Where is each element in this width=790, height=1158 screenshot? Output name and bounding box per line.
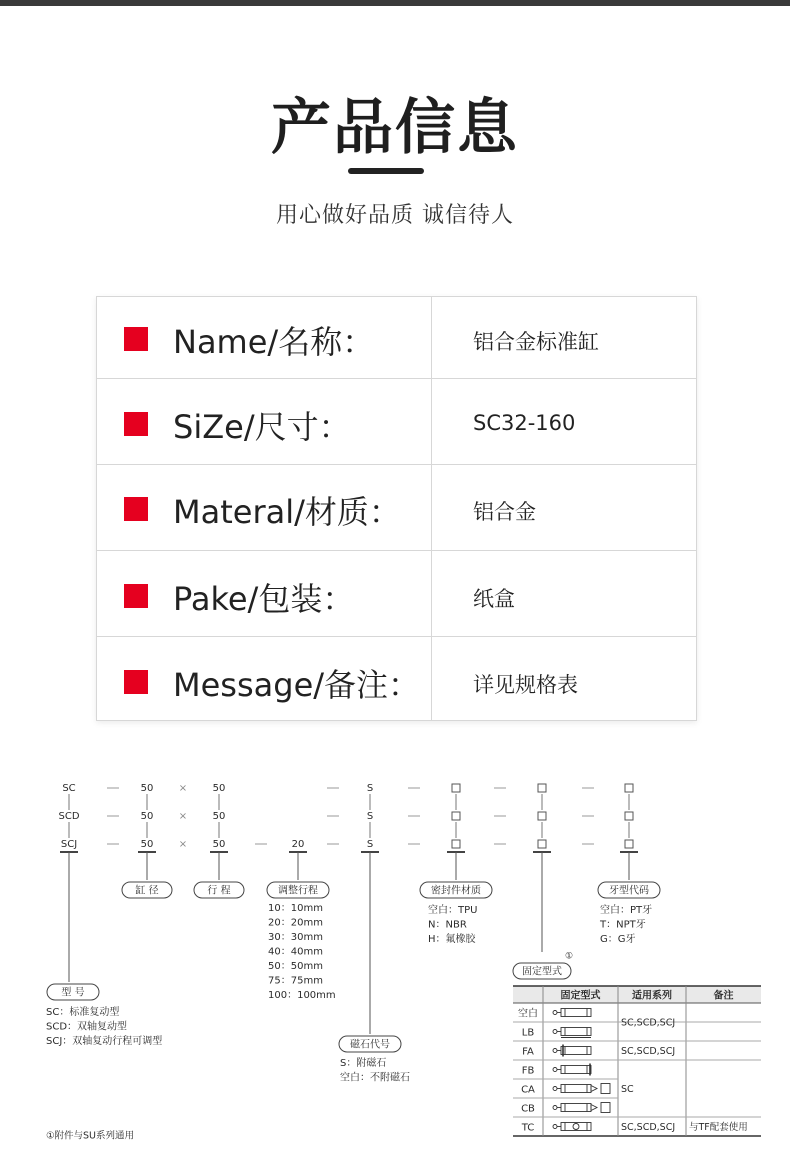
thread-item: G：G牙 (600, 934, 636, 945)
type-item: SCJ：双轴复动行程可调型 (46, 1036, 163, 1047)
code-box (452, 840, 460, 848)
mount-table-header: 备注 (713, 990, 734, 1002)
mount-code: FA (522, 1046, 534, 1058)
slogan: 用心做好品质 诚信待人 (276, 203, 514, 228)
info-value: SC32-160 (473, 411, 576, 435)
code-box (538, 840, 546, 848)
code-text: SC (62, 783, 76, 794)
code-text: × (178, 811, 188, 822)
adjust-item: 40：40mm (268, 946, 323, 958)
mount-icon- (553, 1009, 591, 1017)
top-bar (0, 0, 790, 6)
info-row-material (97, 465, 696, 551)
code-text: SCJ (60, 839, 78, 850)
code-text: 20 (291, 839, 305, 850)
seal-item: 空白：TPU (428, 905, 478, 916)
mount-code: CA (521, 1084, 535, 1096)
adjust-item: 100：100mm (268, 990, 336, 1001)
info-row-name (97, 297, 696, 379)
red-square-icon (124, 670, 148, 694)
mount-icon-LB-rod-end (553, 1030, 557, 1034)
seal-item: H：氟橡胶 (428, 934, 476, 945)
mount-series: SC,SCD,SCJ (621, 1122, 676, 1133)
label-magnet: 磁石代号 (350, 1039, 390, 1051)
mount-table-header: 适用系列 (632, 990, 672, 1002)
thread-item: T：NPT牙 (600, 919, 646, 931)
label-seal: 密封件材质 (431, 885, 481, 897)
code-text: 50 (212, 811, 226, 822)
mount-icon-TC-trunnion (573, 1124, 579, 1130)
mount-icon-CB-rod-end (553, 1106, 557, 1110)
type-item: SCD：双轴复动型 (46, 1021, 128, 1033)
mount-icon-FB (553, 1064, 591, 1076)
mount-code: LB (521, 1027, 535, 1039)
mount-code: FB (521, 1065, 535, 1077)
code-box (625, 784, 633, 792)
mount-code: TC (521, 1122, 535, 1134)
mount-icon-TC (553, 1123, 591, 1131)
mount-icon-CA-clevis (591, 1086, 597, 1092)
page-title: 产品信息 (271, 93, 519, 163)
label-bore: 缸 径 (135, 885, 159, 897)
mount-series: SC,SCD,SCJ (621, 1017, 676, 1029)
title-underline (348, 168, 424, 174)
mount-code: CB (521, 1103, 535, 1115)
code-box (452, 784, 460, 792)
label-stroke: 行 程 (207, 885, 231, 897)
mount-icon-CA (553, 1084, 610, 1094)
circle-mark: ① (564, 951, 574, 962)
code-text: × (178, 839, 188, 850)
mount-icon-CB-body (561, 1104, 591, 1112)
mount-icon-CA-rod-end (553, 1087, 557, 1091)
info-value: 纸盒 (473, 587, 515, 611)
info-label: Pake/包装： (173, 580, 355, 618)
adjust-item: 20：20mm (268, 917, 323, 929)
info-value: 铝合金 (473, 500, 536, 524)
mount-icon-CA-body (561, 1085, 591, 1093)
model-code-diagram (0, 760, 790, 1158)
mount-icon-FA-body (561, 1047, 591, 1055)
info-value: 详见规格表 (473, 673, 578, 697)
mount-table-header: 固定型式 (560, 990, 601, 1002)
mount-code: 空白 (518, 1008, 538, 1020)
code-box (538, 812, 546, 820)
code-box (625, 812, 633, 820)
model-code-svg (0, 760, 790, 1158)
code-text: S (366, 839, 374, 850)
red-square-icon (124, 327, 148, 351)
adjust-item: 75：75mm (268, 975, 323, 987)
seal-item: N：NBR (428, 919, 467, 931)
label-type: 型 号 (61, 987, 85, 999)
adjust-item: 10：10mm (268, 903, 323, 914)
mount-series: SC (621, 1084, 634, 1095)
mount-icon-CB (553, 1103, 610, 1113)
info-value: 铝合金标准缸 (473, 330, 599, 354)
code-text: 50 (140, 783, 154, 794)
mount-icon-LB (553, 1028, 591, 1038)
mount-icon--rod-end (553, 1011, 557, 1015)
code-box (452, 812, 460, 820)
type-item: SC：标准复动型 (46, 1007, 120, 1018)
mount-icon-TC-rod-end (553, 1125, 557, 1129)
info-row-size (97, 379, 696, 465)
mount-series: SC,SCD,SCJ (621, 1046, 676, 1057)
code-text: 50 (140, 839, 154, 850)
code-text: 50 (140, 811, 154, 822)
mount-icon-LB-body (561, 1028, 591, 1036)
magnet-item: 空白：不附磁石 (340, 1072, 410, 1084)
info-table (96, 296, 697, 721)
info-label: Materal/材质： (173, 493, 401, 531)
info-label: Name/名称： (173, 323, 375, 361)
mount-icon-CB-clevis-view (601, 1103, 610, 1113)
code-text: S (366, 811, 374, 822)
magnet-item: S：附磁石 (340, 1058, 387, 1069)
footnote: ①附件与SU系列通用 (46, 1130, 135, 1142)
red-square-icon (124, 584, 148, 608)
mount-icon-FA (553, 1045, 591, 1057)
info-row-package (97, 551, 696, 637)
mount-icon-CA-clevis-view (601, 1084, 610, 1094)
red-square-icon (124, 412, 148, 436)
mount-icon-FA-rod-end (553, 1049, 557, 1053)
code-text: SCD (58, 811, 80, 822)
label-thread: 牙型代码 (609, 885, 649, 897)
mount-icon--body (561, 1009, 591, 1017)
info-label: SiZe/尺寸： (173, 408, 351, 446)
mount-note: 与TF配套使用 (689, 1122, 748, 1133)
info-label: Message/备注： (173, 666, 421, 704)
code-box (625, 840, 633, 848)
code-text: S (366, 783, 374, 794)
thread-item: 空白：PT牙 (600, 905, 653, 916)
mount-icon-CB-clevis (591, 1105, 597, 1111)
mount-icon-FB-rod-end (553, 1068, 557, 1072)
code-box (538, 784, 546, 792)
mount-icon-FB-body (561, 1066, 591, 1074)
adjust-item: 50：50mm (268, 961, 323, 972)
code-text: 50 (212, 783, 226, 794)
code-text: 50 (212, 839, 226, 850)
red-square-icon (124, 497, 148, 521)
label-adjust: 调整行程 (278, 885, 318, 897)
label-mount: 固定型式 (522, 966, 562, 978)
info-row-message (97, 637, 696, 720)
code-text: × (178, 783, 188, 794)
adjust-item: 30：30mm (268, 932, 323, 943)
